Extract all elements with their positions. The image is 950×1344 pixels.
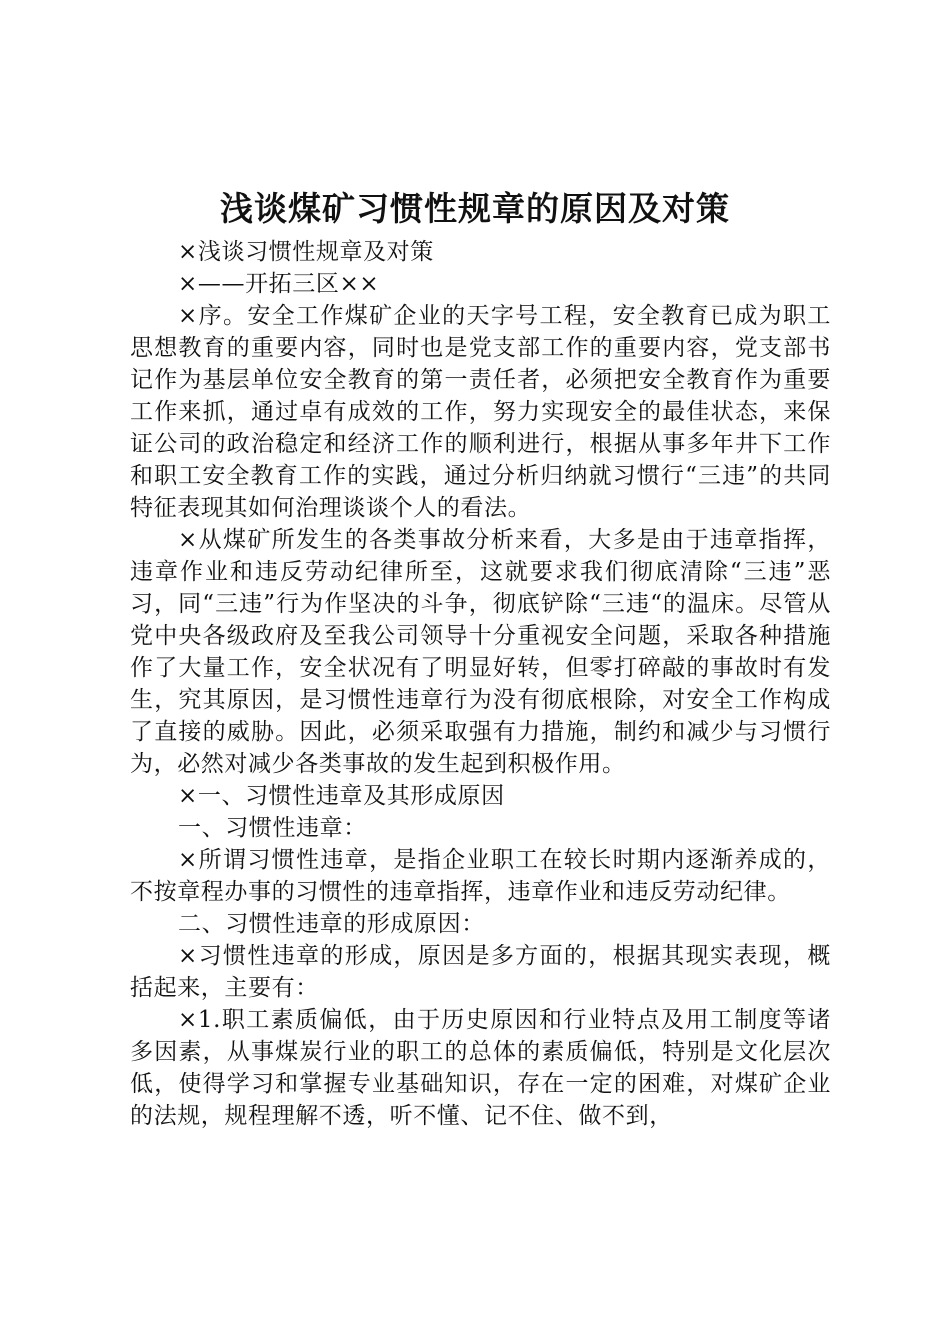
paragraph-preface: ×序。安全工作煤矿企业的天字号工程，安全教育已成为职工思想教育的重要内容，同时也是党支部工作的重要内容，党支部书记作为基层单位安全教育的第一责任者，必须把安全教育作为重要工作来抓，通过卓有成效的工作，努力实现安全的最佳状态，来保证公司的政治稳定和经济工作的顺利进行，根据从事多年井下工作和职工安全教育工作的实践，通过分析归纳就习惯行“三违”的共同特征表现其如何治理谈谈个人的看法。 (130, 303, 831, 521)
paragraph-accident-analysis: ×从煤矿所发生的各类事故分析来看，大多是由于违章指挥，违章作业和违反劳动纪律所至，这就要求我们彻底清除“三违”恶习，同“三违”行为作坚决的斗争，彻底铲除“三违“的温床。尽管从党中央各级政府及至我公司领导十分重视安全问题，采取各种措施作了大量工作，安全状况有了明显好转，但零打碎敲的事故时有发生，究其原因，是习惯性违章行为没有彻底根除，对安全工作构成了直接的威胁。因此，必须采取强有力措施，制约和减少与习惯行为，必然对减少各类事故的发生起到积极作用。 (130, 527, 831, 777)
subsection-heading-2: 二、习惯性违章的形成原因： (178, 911, 485, 937)
paragraph-author: ×——开拓三区×× (178, 271, 380, 297)
paragraph-causes-intro: ×习惯性违章的形成，原因是多方面的，根据其现实表现，概括起来，主要有： (130, 943, 831, 1001)
subsection-heading-1: 一、习惯性违章： (178, 815, 367, 841)
document-title: 浅谈煤矿习惯性规章的原因及对策 (220, 189, 730, 228)
paragraph-definition: ×所谓习惯性违章，是指企业职工在较长时期内逐渐养成的，不按章程办事的习惯性的违章指挥，违章作业和违反劳动纪律。 (130, 847, 831, 905)
document-body (130, 236, 831, 1132)
paragraph-cause-1: ×1.职工素质偏低，由于历史原因和行业特点及用工制度等诸多因素，从事煤炭行业的职工的总体的素质偏低，特别是文化层次低，使得学习和掌握专业基础知识，存在一定的困难，对煤矿企业的法规，规程理解不透，听不懂、记不住、做不到， (130, 1007, 831, 1129)
paragraph-subtitle: ×浅谈习惯性规章及对策 (178, 239, 434, 265)
section-heading-1: ×一、习惯性违章及其形成原因 (178, 783, 505, 809)
